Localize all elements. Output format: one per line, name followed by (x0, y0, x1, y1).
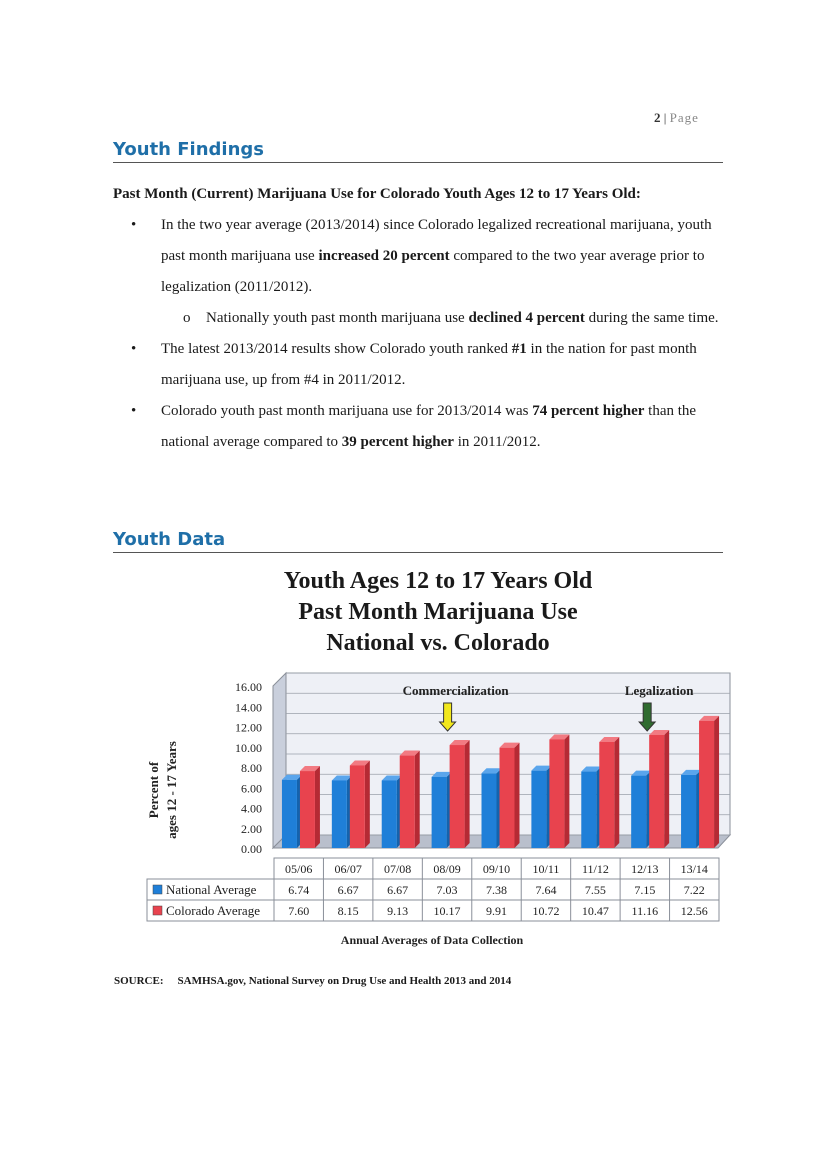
page-number-sep: | (660, 110, 670, 125)
data-label: 7.64 (535, 883, 557, 897)
bar (300, 771, 315, 848)
bar (699, 721, 714, 848)
bar (332, 780, 347, 848)
data-label: 7.60 (288, 904, 310, 918)
data-label: 9.91 (486, 904, 507, 918)
bar (450, 745, 465, 848)
data-label: 6.67 (387, 883, 409, 897)
data-label: 7.03 (436, 883, 458, 897)
bullet-dot: • (131, 403, 137, 419)
finding-3-text-a: Colorado youth past month marijuana use for 2013/2014 was (161, 403, 533, 419)
bar (350, 765, 365, 848)
data-label: 9.13 (387, 904, 409, 918)
data-label: 10.72 (532, 904, 560, 918)
annotation-label: Commercialization (402, 683, 509, 698)
x-tick-label: 06/07 (334, 862, 362, 876)
bar (649, 735, 664, 848)
finding-2-bold: #1 (511, 341, 527, 357)
source-label: SOURCE: (114, 975, 164, 987)
data-label: 6.67 (337, 883, 359, 897)
y-tick-label: 10.00 (235, 740, 262, 755)
bar (382, 780, 397, 848)
y-tick-label: 0.00 (241, 842, 262, 856)
finding-3-text-b: than the national average compared to (161, 403, 697, 450)
data-label: 7.38 (486, 883, 507, 897)
y-tick-label: 14.00 (235, 700, 262, 715)
bar-side (564, 734, 569, 848)
bar (432, 777, 447, 848)
data-label: 8.15 (337, 904, 359, 918)
bar (500, 748, 515, 848)
source-text: SAMHSA.gov, National Survey on Drug Use and Health 2013 and 2014 (177, 975, 512, 987)
x-tick-label: 10/11 (532, 862, 560, 876)
y-tick-label: 6.00 (241, 781, 262, 796)
bar (681, 775, 696, 848)
x-tick-label: 12/13 (631, 862, 659, 876)
y-tick-label: 4.00 (241, 801, 262, 816)
bar-side (315, 766, 320, 848)
bar-side (365, 760, 370, 848)
chart-title-line-3: National vs. Colorado (326, 630, 550, 656)
bar (531, 771, 546, 848)
x-tick-label: 09/10 (482, 862, 511, 876)
legend-entry: National Average (166, 882, 257, 897)
data-label: 11.16 (631, 904, 659, 918)
data-label: 10.47 (581, 904, 609, 918)
finding-3-text-c: in 2011/2012. (453, 434, 541, 450)
findings-subhead: Past Month (Current) Marijuana Use for Colorado Youth Ages 12 to 17 Years Old: (113, 186, 641, 202)
subfinding-bold: declined 4 percent (468, 310, 585, 326)
y-tick-label: 2.00 (241, 821, 262, 836)
x-tick-label: 05/06 (285, 862, 313, 876)
finding-1-bold: increased 20 percent (318, 248, 450, 264)
bullet-dot: • (131, 217, 137, 233)
data-label: 10.17 (433, 904, 461, 918)
finding-2-text-b: in the nation for past month marijuana use, up from #4 in 2011/2012. (161, 341, 697, 388)
y-axis-label-line-2: ages 12 - 17 Years (164, 741, 179, 839)
legend-swatch (153, 885, 162, 894)
data-label: 7.22 (683, 883, 705, 897)
y-tick-label: 8.00 (241, 761, 262, 775)
x-axis-label: Annual Averages of Data Collection (340, 933, 524, 947)
finding-3-bold-2: 39 percent higher (341, 434, 454, 450)
subfinding-text-a: Nationally youth past month marijuana use (206, 310, 469, 326)
x-tick-label: 11/12 (581, 862, 609, 876)
bar (599, 742, 614, 848)
youth-findings-heading: Youth Findings (113, 139, 723, 163)
chart-title-line-1: Youth Ages 12 to 17 Years Old (283, 568, 593, 594)
x-tick-label: 13/14 (680, 862, 708, 876)
bar (282, 780, 297, 848)
annotation-label: Legalization (624, 683, 694, 698)
finding-2-text-a: The latest 2013/2014 results show Colorado youth ranked (161, 341, 512, 357)
x-tick-label: 08/09 (433, 862, 461, 876)
finding-1-text-a: In the two year average (2013/2014) since Colorado legalized recreational marijuana, youth past month marijuana use (161, 217, 712, 264)
y-axis-label-line-1: Percent of (146, 761, 161, 819)
page-number-label: Page (669, 110, 699, 125)
bar (482, 773, 497, 848)
finding-3-bold-1: 74 percent higher (532, 403, 645, 419)
bar-side (465, 740, 470, 848)
bar-side (415, 751, 420, 848)
bar (400, 756, 415, 848)
page-number-value: 2 (654, 110, 661, 125)
legend-entry: Colorado Average (166, 903, 260, 918)
data-label: 6.74 (288, 883, 310, 897)
bar-side (515, 743, 520, 848)
data-label: 7.55 (584, 883, 606, 897)
youth-data-heading: Youth Data (113, 529, 723, 553)
subbullet-marker: o (183, 310, 191, 326)
bar (549, 739, 564, 848)
data-label: 12.56 (680, 904, 708, 918)
bar-side (614, 737, 619, 848)
chart-title-line-2: Past Month Marijuana Use (298, 599, 578, 625)
y-tick-label: 12.00 (235, 720, 262, 735)
x-tick-label: 07/08 (383, 862, 412, 876)
source-note (114, 975, 511, 987)
finding-1-text-b: compared to the two year average prior to legalization (2011/2012). (161, 248, 705, 295)
data-label: 7.15 (634, 883, 656, 897)
y-tick-label: 16.00 (235, 680, 262, 694)
bullet-dot: • (131, 341, 137, 357)
subfinding-text-b: during the same time. (584, 310, 719, 326)
bar (581, 772, 596, 848)
bar (631, 776, 646, 848)
bar-side (664, 730, 669, 848)
legend-swatch (153, 906, 162, 915)
bar-side (714, 716, 719, 848)
